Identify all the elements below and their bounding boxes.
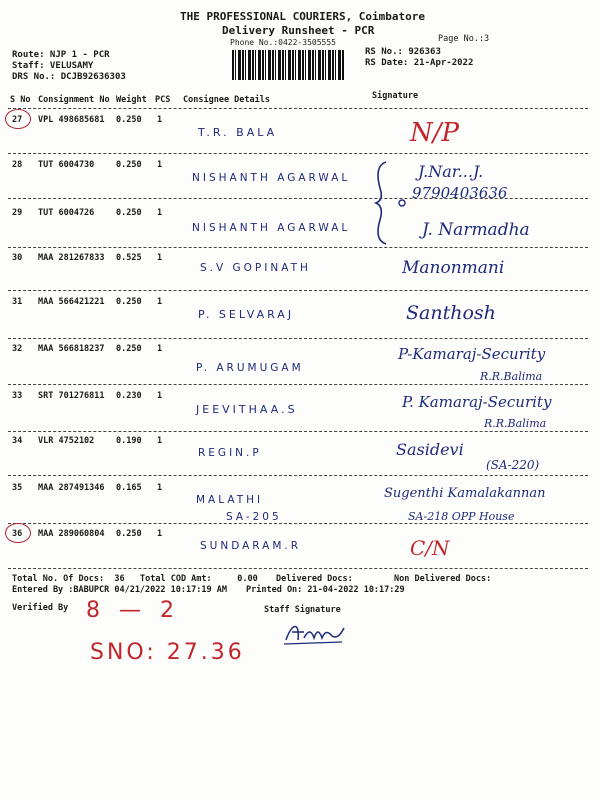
row-divider	[8, 338, 588, 339]
row-weight: 0.250	[116, 160, 142, 170]
row-signature-note: (SA-220)	[486, 458, 540, 472]
row-pcs: 1	[157, 344, 163, 354]
row-sno: 32	[12, 344, 23, 354]
row-consignee: SUNDARAM.R	[200, 540, 302, 552]
document-title: Delivery Runsheet - PCR	[222, 24, 375, 37]
staff-label: Staff: VELUSAMY	[12, 61, 94, 71]
row-divider	[8, 290, 588, 291]
row-weight: 0.525	[116, 253, 142, 263]
page-number: Page No.:3	[438, 34, 490, 44]
row-consignee: S.V GOPINATH	[200, 262, 311, 274]
row-sno: 35	[12, 483, 23, 493]
row-pcs: 1	[157, 529, 163, 539]
phone-number: Phone No.:0422-3505555	[230, 38, 336, 47]
row-divider	[8, 568, 588, 569]
row-consignment: MAA 289060804	[38, 529, 105, 539]
row-consignee: P. SELVARAJ	[198, 308, 295, 321]
row-signature-note: SA-218 OPP House	[408, 510, 515, 523]
header-divider	[8, 108, 588, 109]
staff-signature-scribble	[282, 618, 352, 648]
row-consignee: MALATHI	[196, 494, 264, 506]
printed-on: Printed On: 21-04-2022 10:17:29	[246, 585, 405, 595]
row-divider	[8, 198, 588, 199]
barcode-image	[232, 50, 344, 80]
row-weight: 0.250	[116, 297, 142, 307]
row-sno: 29	[12, 208, 23, 218]
row-weight: 0.190	[116, 436, 142, 446]
row-consignee: JEEVITHAA.S	[196, 403, 298, 416]
col-pcs: PCS	[155, 95, 171, 105]
row-signature-note: R.R.Balima	[484, 417, 547, 430]
row-pcs: 1	[157, 391, 163, 401]
row-sno: 28	[12, 160, 23, 170]
row-signature: Santhosh	[406, 302, 496, 324]
row-sno: 33	[12, 391, 23, 401]
total-cod: Total COD Amt: 0.00	[140, 574, 258, 584]
entered-by: Entered By :BABUPCR 04/21/2022 10:17:19 AM	[12, 585, 227, 595]
sno-note: SNO: 27.36	[90, 640, 245, 665]
row-divider	[8, 431, 588, 432]
col-consignee: Consignee Details	[183, 95, 270, 105]
row-sno: 27	[12, 115, 23, 125]
row-consignee: NISHANTH AGARWAL	[192, 172, 351, 184]
row-consignee: T.R. BALA	[198, 126, 278, 139]
company-name: THE PROFESSIONAL COURIERS, Coimbatore	[180, 10, 426, 23]
row-sno: 34	[12, 436, 23, 446]
row-consignment: VPL 498685681	[38, 115, 105, 125]
row-pcs: 1	[157, 297, 163, 307]
row-signature: N/P	[410, 118, 460, 148]
row-signature: Sasidevi	[396, 440, 464, 459]
staff-signature-label: Staff Signature	[264, 605, 341, 615]
total-docs: Total No. Of Docs: 36	[12, 574, 125, 584]
row-divider	[8, 384, 588, 385]
row-pcs: 1	[157, 253, 163, 263]
drs-number: DRS No.: DCJB92636303	[12, 72, 126, 82]
col-weight: Weight	[116, 95, 147, 105]
row-consignment: SRT 701276811	[38, 391, 105, 401]
row-sno: 30	[12, 253, 23, 263]
row-consignee: REGIN.P	[198, 447, 262, 459]
row-weight: 0.250	[116, 344, 142, 354]
row-pcs: 1	[157, 483, 163, 493]
row-consignee-line2: SA-205	[226, 511, 282, 523]
row-signature-phone: 9790403636	[412, 184, 508, 202]
row-signature-note: R.R.Balima	[480, 370, 543, 383]
col-signature: Signature	[372, 91, 419, 101]
row-consignment: TUT 6004730	[38, 160, 95, 170]
row-weight: 0.250	[116, 208, 142, 218]
row-divider	[8, 247, 588, 248]
row-consignment: MAA 281267833	[38, 253, 105, 263]
row-signature: Sugenthi Kamalakannan	[384, 486, 546, 501]
rs-number: RS No.: 926363	[365, 47, 441, 57]
row-consignment: MAA 566421221	[38, 297, 105, 307]
col-sno: S No	[10, 95, 31, 105]
row-consignment: MAA 566818237	[38, 344, 105, 354]
row-consignee: P. ARUMUGAM	[196, 362, 304, 374]
row-signature: P. Kamaraj-Security	[402, 393, 552, 411]
row-divider	[8, 153, 588, 154]
route-label: Route: NJP 1 - PCR	[12, 50, 110, 60]
row-consignment: MAA 287491346	[38, 483, 105, 493]
row-pcs: 1	[157, 436, 163, 446]
row-weight: 0.250	[116, 115, 142, 125]
verified-by-label: Verified By	[12, 603, 69, 613]
brace-mark	[372, 160, 412, 246]
row-sno: 31	[12, 297, 23, 307]
row-signature: J. Narmadha	[422, 220, 530, 240]
row-divider	[8, 523, 588, 524]
non-delivered-docs: Non Delivered Docs:	[394, 574, 492, 584]
rs-date: RS Date: 21-Apr-2022	[365, 58, 474, 68]
row-consignee: NISHANTH AGARWAL	[192, 222, 351, 234]
row-signature: J.Nar...J.	[418, 162, 484, 181]
row-pcs: 1	[157, 208, 163, 218]
row-signature: C/N	[410, 536, 450, 560]
row-consignment: VLR 4752102	[38, 436, 95, 446]
row-consignment: TUT 6004726	[38, 208, 95, 218]
row-sno: 36	[12, 529, 23, 539]
row-pcs: 1	[157, 160, 163, 170]
verified-by-value: 8 — 2	[86, 598, 180, 623]
col-consignment: Consignment No	[38, 95, 110, 105]
row-divider	[8, 475, 588, 476]
row-pcs: 1	[157, 115, 163, 125]
row-signature: Manonmani	[402, 258, 505, 278]
delivered-docs: Delivered Docs:	[276, 574, 353, 584]
row-weight: 0.250	[116, 529, 142, 539]
row-weight: 0.230	[116, 391, 142, 401]
row-weight: 0.165	[116, 483, 142, 493]
row-signature: P-Kamaraj-Security	[398, 345, 546, 363]
